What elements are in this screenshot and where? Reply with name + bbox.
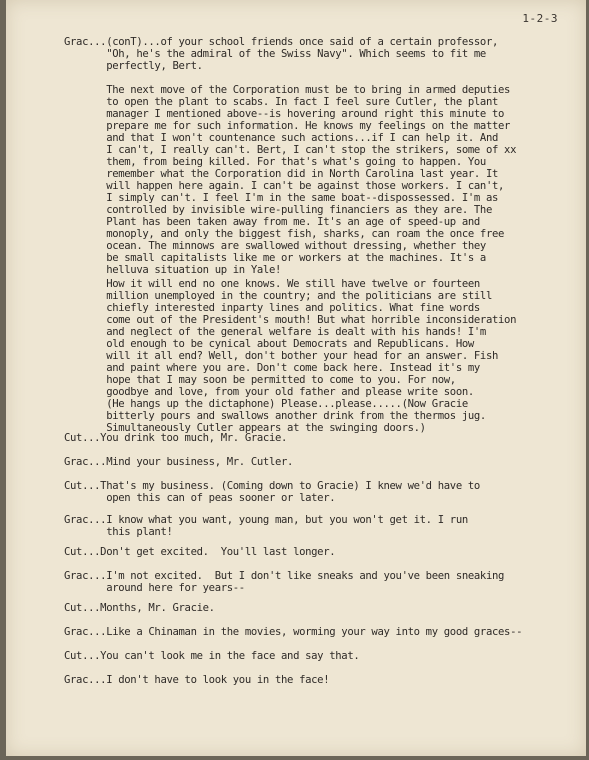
text-block bbox=[64, 674, 578, 686]
text-line: Grac...I don't have to look you in the face! bbox=[64, 674, 330, 686]
text-line: perfectly, Bert. bbox=[64, 60, 203, 72]
text-line: Cut...You can't look me in the face and say that. bbox=[64, 650, 360, 662]
text-line: Cut...You drink too much, Mr. Gracie. bbox=[64, 432, 288, 444]
text-block bbox=[64, 432, 578, 444]
text-block bbox=[64, 546, 578, 558]
text-block bbox=[64, 456, 578, 468]
text-line: chiefly interested inparty lines and politics. What fine words bbox=[64, 302, 480, 314]
text-line: old enough to be cynical about Democrats and Republicans. How bbox=[64, 338, 474, 350]
text-line: goodbye and love, from your old father and please write soon. bbox=[64, 386, 474, 398]
typewritten-page bbox=[6, 0, 586, 756]
text-line: Grac...(conT)...of your school friends once said of a certain professor, bbox=[64, 36, 499, 48]
text-line: Cut...That's my business. (Coming down to Gracie) I knew we'd have to bbox=[64, 480, 480, 492]
text-line: "Oh, he's the admiral of the Swiss Navy". Which seems to fit me bbox=[64, 48, 486, 60]
text-block bbox=[64, 278, 578, 434]
text-block bbox=[64, 570, 578, 594]
page-number: 1-2-3 bbox=[522, 12, 558, 25]
text-line: helluva situation up in Yale! bbox=[64, 264, 282, 276]
text-line: them, from being killed. For that's what's going to happen. You bbox=[64, 156, 486, 168]
text-line: come out of the President's mouth! But what horrible inconsideration bbox=[64, 314, 517, 326]
text-line: Grac...I know what you want, young man, but you won't get it. I run bbox=[64, 514, 468, 526]
text-line: to open the plant to scabs. In fact I feel sure Cutler, the plant bbox=[64, 96, 499, 108]
text-line: manager I mentioned above--is hovering around right this minute to bbox=[64, 108, 505, 120]
text-line: I simply can't. I feel I'm in the same boat--dispossessed. I'm as bbox=[64, 192, 499, 204]
text-block bbox=[64, 514, 578, 538]
text-line: ocean. The minnows are swallowed without dressing, whether they bbox=[64, 240, 486, 252]
text-line: I can't, I really can't. Bert, I can't stop the strikers, some of xx bbox=[64, 144, 517, 156]
text-block bbox=[64, 84, 578, 276]
text-line: Grac...Mind your business, Mr. Cutler. bbox=[64, 456, 294, 468]
text-line: and that I won't countenance such actions...if I can help it. And bbox=[64, 132, 499, 144]
text-line: and neglect of the general welfare is dealt with his hands! I'm bbox=[64, 326, 486, 338]
text-line: around here for years-- bbox=[64, 582, 245, 594]
text-block bbox=[64, 626, 578, 638]
text-line: controlled by invisible wire-pulling financiers as they are. The bbox=[64, 204, 492, 216]
text-line: The next move of the Corporation must be to bring in armed deputies bbox=[64, 84, 511, 96]
text-block bbox=[64, 36, 578, 72]
text-line: remember what the Corporation did in North Carolina last year. It bbox=[64, 168, 499, 180]
text-block bbox=[64, 602, 578, 614]
text-line: Plant has been taken away from me. It's an age of speed-up and bbox=[64, 216, 480, 228]
text-line: million unemployed in the country; and the politicians are still bbox=[64, 290, 492, 302]
text-line: hope that I may soon be permitted to come to you. For now, bbox=[64, 374, 456, 386]
text-line: be small capitalists like me or workers at the machines. It's a bbox=[64, 252, 486, 264]
text-line: How it will end no one knows. We still have twelve or fourteen bbox=[64, 278, 480, 290]
text-line: will it all end? Well, don't bother your head for an answer. Fish bbox=[64, 350, 499, 362]
text-line: open this can of peas sooner or later. bbox=[64, 492, 336, 504]
text-line: this plant! bbox=[64, 526, 173, 538]
text-line: Cut...Months, Mr. Gracie. bbox=[64, 602, 215, 614]
text-line: bitterly pours and swallows another drink from the thermos jug. bbox=[64, 410, 486, 422]
text-line: Simultaneously Cutler appears at the swinging doors.) bbox=[64, 422, 426, 434]
text-line: Cut...Don't get excited. You'll last longer. bbox=[64, 546, 336, 558]
text-block bbox=[64, 480, 578, 504]
text-line: will happen here again. I can't be against those workers. I can't, bbox=[64, 180, 505, 192]
text-line: (He hangs up the dictaphone) Please...please.....(Now Gracie bbox=[64, 398, 468, 410]
text-line: Grac...Like a Chinaman in the movies, worming your way into my good graces-- bbox=[64, 626, 523, 638]
text-line: and paint where you are. Don't come back here. Instead it's my bbox=[64, 362, 480, 374]
text-line: Grac...I'm not excited. But I don't like sneaks and you've been sneaking bbox=[64, 570, 505, 582]
text-line: monoply, and only the biggest fish, sharks, can roam the once free bbox=[64, 228, 505, 240]
text-line: prepare me for such information. He knows my feelings on the matter bbox=[64, 120, 511, 132]
text-block bbox=[64, 650, 578, 662]
